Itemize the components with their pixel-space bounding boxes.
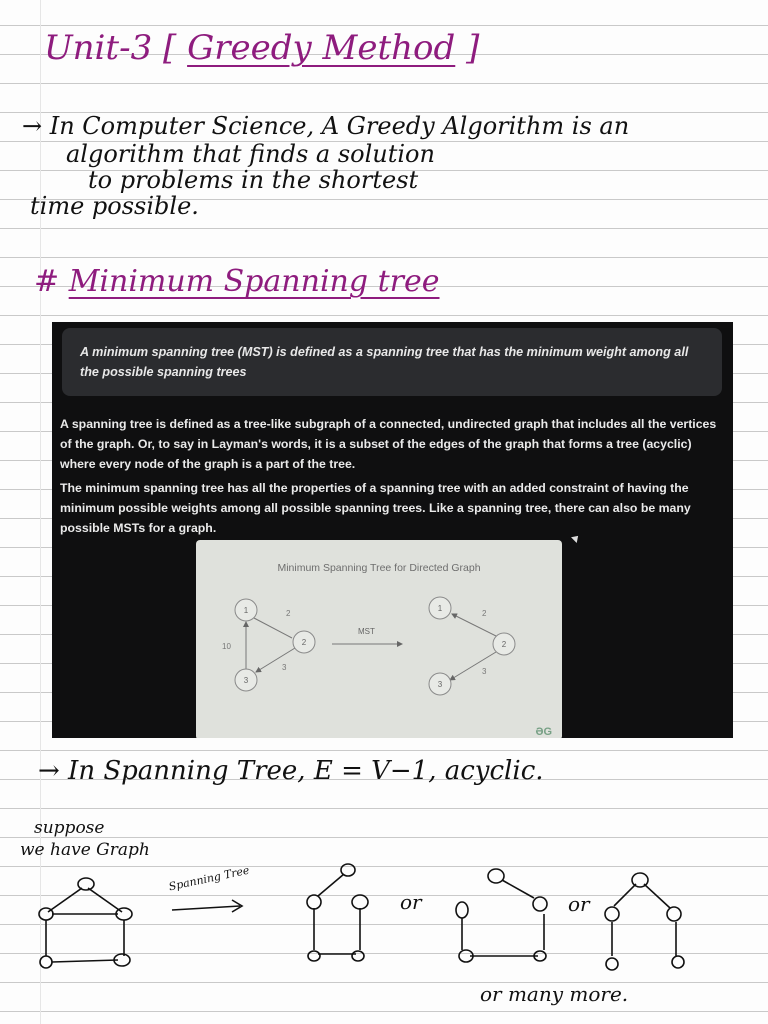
title-main: Greedy Method <box>187 28 456 68</box>
right-weight-2-1: 2 <box>482 609 487 618</box>
definition-line-3: to problems in the shortest <box>88 166 419 194</box>
left-weight-2-3: 3 <box>282 663 287 672</box>
right-node-1-label: 1 <box>437 604 443 613</box>
paragraph-mst: The minimum spanning tree has all the properties of a spanning tree with an added constraint of having the minimum possible weights among all possible spanning trees. Like a spanning tree, there can also be many possible MSTs for a graph. <box>60 481 691 535</box>
spanning-tree-sketch-1 <box>307 864 368 961</box>
page-title: Unit-3 [ Greedy Method ] <box>44 28 480 68</box>
suppose-line-1: suppose <box>34 818 105 838</box>
spanning-tree-sketch-3 <box>605 873 684 970</box>
or-label-1: or <box>400 890 422 914</box>
many-more-note: or many more. <box>480 982 629 1006</box>
left-weight-1-2: 2 <box>286 609 291 618</box>
left-node-2-label: 2 <box>301 638 307 647</box>
right-node-3-label: 3 <box>437 680 443 689</box>
definition-line-2: algorithm that finds a solution <box>66 140 435 168</box>
suppose-line-2: we have Graph <box>20 840 150 860</box>
section-heading: # Minimum Spanning tree <box>34 264 440 299</box>
geeksforgeeks-logo-icon: ƏG <box>535 726 552 738</box>
left-node-3-label: 3 <box>243 676 249 685</box>
right-node-2-label: 2 <box>501 640 507 649</box>
spanning-arrow-sketch <box>172 900 242 912</box>
spanning-tree-sketch-2 <box>456 869 547 962</box>
right-weight-2-3: 3 <box>482 667 487 676</box>
mst-arrow-label: MST <box>358 627 375 636</box>
spanning-tree-note: → In Spanning Tree, E = V−1, acyclic. <box>38 756 544 786</box>
figure-title: Minimum Spanning Tree for Directed Graph <box>277 562 481 574</box>
original-graph-sketch <box>39 878 132 968</box>
or-label-2: or <box>568 892 590 916</box>
callout-text: A minimum spanning tree (MST) is defined as a spanning tree that has the minimum weight among all the possible spanning trees <box>80 345 689 379</box>
left-node-1-label: 1 <box>243 606 249 615</box>
spanning-tree-arrow-label: Spanning Tree <box>167 863 251 894</box>
paragraph-spanning-tree: A spanning tree is defined as a tree-like subgraph of a connected, undirected graph that includes all the vertices of the graph. Or, to say in Layman's words, it is a subset of the edges of the graph that forms a tree (acyclic) where every node of the graph is a part of the tree. <box>60 417 717 471</box>
left-weight-3-1: 10 <box>222 642 231 651</box>
section-heading-text: Minimum Spanning tree <box>68 264 440 299</box>
definition-line-4: time possible. <box>30 192 199 220</box>
definition-line-1: → In Computer Science, A Greedy Algorithm is an <box>22 112 630 140</box>
